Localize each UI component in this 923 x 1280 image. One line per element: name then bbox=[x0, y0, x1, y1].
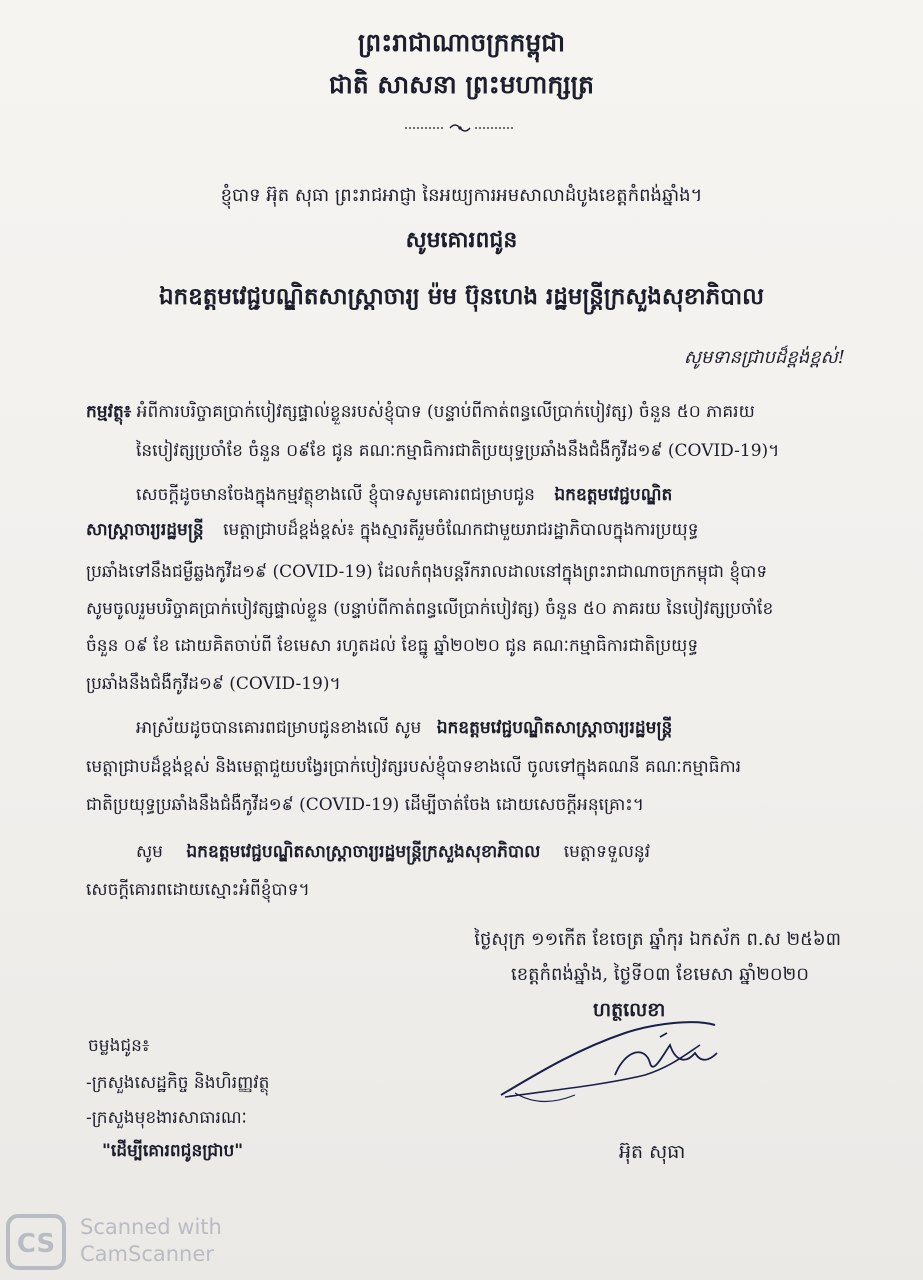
body1-line-4: សូមចូលរួមបរិច្ចាគប្រាក់បៀវត្សផ្ទាល់ខ្លួន (បន្ទាប់ពីកាត់ពន្ធលើប្រាក់បៀវត្ស) ចំនួន ៥០ ភាគរយ នៃបៀវត្សប្រចាំខែ bbox=[86, 599, 774, 619]
body1-line-6: ប្រឆាំងនឹងជំងឺកូវីដ១៩ (COVID-19)។ bbox=[86, 674, 341, 694]
date-solar: ខេត្តកំពង់ឆ្នាំង, ថ្ងៃទី០៣ ខែមេសា ឆ្នាំ២០២០ bbox=[511, 964, 809, 985]
watermark-line-2: CamScanner bbox=[80, 1242, 214, 1266]
body1-line-3: ប្រឆាំងទៅនឹងជម្ងឺឆ្លងកូវីដ១៩ (COVID-19) ដែលកំពុងបន្តរីករាលដាលនៅក្នុងព្រះរាជាណាចក្រកម្ពុជា ខ្ញុំបាទ bbox=[86, 562, 768, 582]
body2-text-1a: អាស្រ័យដូចបានគោរពជម្រាបជូនខាងលើ សូម bbox=[136, 718, 422, 738]
handwritten-signature bbox=[495, 1015, 725, 1110]
copies-note: "ដើម្បីគោរពជូនជ្រាប" bbox=[102, 1141, 244, 1161]
signature-title: ហត្ថលេខា bbox=[593, 999, 666, 1021]
body3-line-2: សេចក្តីគោរពដោយស្មោះអំពីខ្ញុំបាទ។ bbox=[86, 880, 310, 900]
body3-text-1a: សូម bbox=[136, 842, 163, 862]
body2-line-1 bbox=[136, 718, 672, 738]
body3-text-1b: ឯកឧត្តមវេជ្ជបណ្ឌិតសាស្ត្រាចារ្យរដ្ឋមន្ត្រីក្រសួងសុខាភិបាល bbox=[186, 842, 541, 862]
body2-line-2: មេត្តាជ្រាបដ៏ខ្ពង់ខ្ពស់ និងមេត្តាជួយបង្វែរប្រាក់បៀវត្សរបស់ខ្ញុំបាទខាងលើ ចូលទៅក្នុងគណនី គណៈកម្មាធិការ bbox=[86, 757, 742, 777]
body3-text-1c: មេត្តាទទួលនូវ bbox=[563, 842, 651, 862]
motto-header: ជាតិ សាសនា ព្រះមហាក្សត្រ bbox=[329, 70, 594, 99]
body1-text-1a: សេចក្តីដូចមានចែងក្នុងកម្មវត្ថុខាងលើ ខ្ញុំបាទសូមគោរពជម្រាបជូន bbox=[136, 485, 535, 505]
sender-line: ខ្ញុំបាទ អ៊ុត សុធា ព្រះរាជអាជ្ញា នៃអយ្យការអមសាលាដំបូងខេត្តកំពង់ឆ្នាំង។ bbox=[220, 185, 703, 206]
recipient-line: ឯកឧត្តមវេជ្ជបណ្ឌិតសាស្ត្រាចារ្យ ម៉ម ប៊ុនហេង រដ្ឋមន្ត្រីក្រសួងសុខាភិបាល bbox=[158, 283, 765, 310]
body3-line-1 bbox=[136, 842, 650, 862]
body2-line-3: ជាតិប្រយុទ្ធប្រឆាំងនឹងជំងឺកូវីដ១៩ (COVID-19) ដើម្បីចាត់ចែង ដោយសេចក្តីអនុគ្រោះ។ bbox=[86, 795, 644, 815]
camscanner-logo-icon bbox=[6, 1214, 66, 1270]
body1-text-1b: ឯកឧត្តមវេជ្ជបណ្ឌិត bbox=[554, 485, 673, 505]
copies-item-2: -ក្រសួងមុខងារសាធារណៈ bbox=[86, 1108, 247, 1128]
signer-name: អ៊ុត សុធា bbox=[619, 1141, 686, 1163]
svg-text:CS: CS bbox=[16, 1229, 56, 1259]
copies-title: ចម្លងជូន៖ bbox=[88, 1036, 150, 1056]
divider-ornament-icon bbox=[405, 122, 515, 134]
date-lunar: ថ្ងៃសុក្រ ១១កើត ខែចេត្រ ឆ្នាំកុរ ឯកស័ក ព.ស ២៥៦៣ bbox=[474, 929, 841, 950]
subject-line-1 bbox=[86, 402, 755, 422]
subject-label: កម្មវត្ថុ៖ bbox=[86, 402, 132, 422]
salutation: សូមទានជ្រាបដ៏ខ្ពង់ខ្ពស់! bbox=[683, 347, 845, 368]
body1-line-5: ចំនួន ០៩ ខែ ដោយគិតចាប់ពី ខែមេសា រហូតដល់ ខែធ្នូ ឆ្នាំ២០២០ ជូន គណៈកម្មាធិការជាតិប្រយុទ្ធ bbox=[86, 636, 699, 656]
body1-line-1 bbox=[136, 485, 672, 505]
camscanner-watermark bbox=[80, 1214, 222, 1268]
subject-line-2: នៃបៀវត្សប្រចាំខែ ចំនួន ០៩ខែ ជូន គណៈកម្មាធិការជាតិប្រយុទ្ធប្រឆាំងនឹងជំងឺកូវីដ១៩ (COVID-19)។ bbox=[136, 441, 780, 461]
watermark-line-1: Scanned with bbox=[80, 1215, 222, 1239]
body1-line-2 bbox=[86, 520, 699, 540]
body1-text-2b: មេត្តាជ្រាបដ៏ខ្ពង់ខ្ពស់៖ ក្នុងស្មារតីរួមចំណែកជាមួយរាជរដ្ឋាភិបាលក្នុងការប្រយុទ្ធ bbox=[223, 520, 699, 540]
request-line: សូមគោរពជូន bbox=[405, 227, 518, 253]
body1-text-2a: សាស្ត្រាចារ្យរដ្ឋមន្ត្រី bbox=[86, 520, 204, 540]
body2-text-1b: ឯកឧត្តមវេជ្ជបណ្ឌិតសាស្ត្រាចារ្យរដ្ឋមន្ត្រី bbox=[436, 718, 673, 738]
kingdom-header: ព្រះរាជាណាចក្រកម្ពុជា bbox=[357, 28, 566, 57]
subject-text-1: អំពីការបរិច្ចាគប្រាក់បៀវត្សផ្ទាល់ខ្លួនរបស់ខ្ញុំបាទ (បន្ទាប់ពីកាត់ពន្ធលើប្រាក់បៀវត្ស) ចំនួន ៥០ ភាគរយ bbox=[136, 402, 755, 422]
copies-item-1: -ក្រសួងសេដ្ឋកិច្ច និងហិរញ្ញវត្ថុ bbox=[86, 1073, 270, 1093]
